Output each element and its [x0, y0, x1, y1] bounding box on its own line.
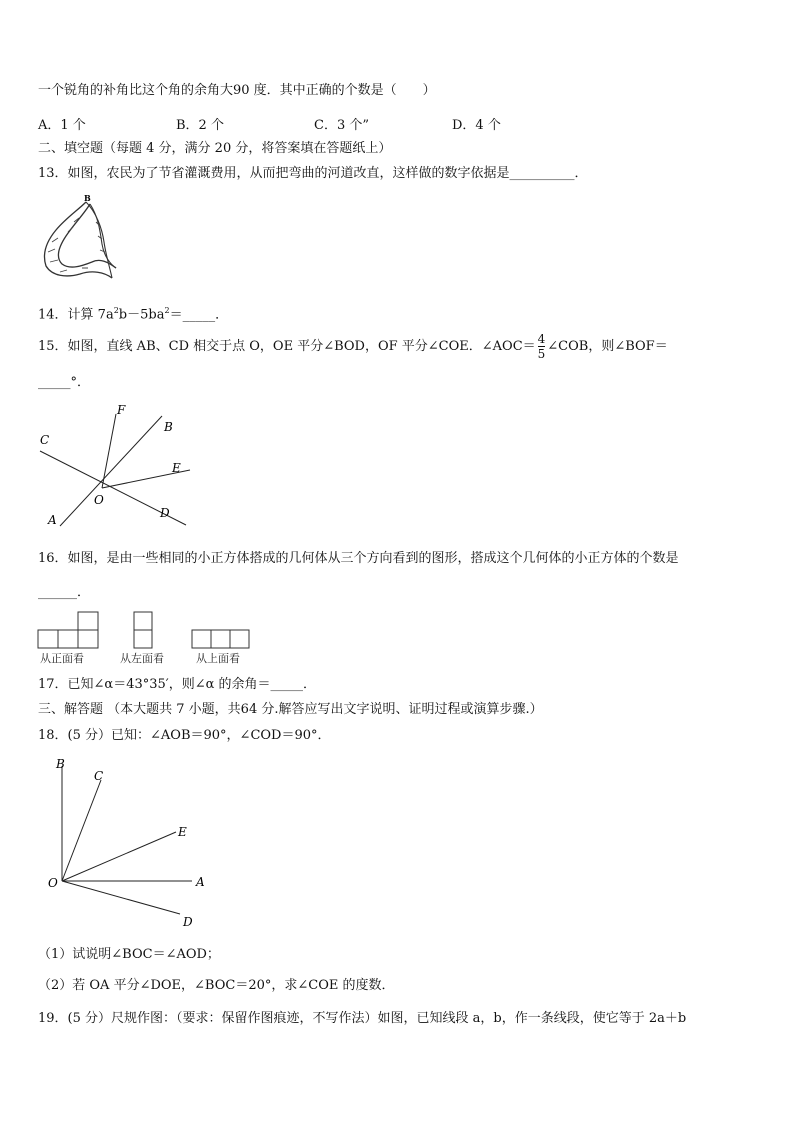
q15-label-e: E [172, 461, 181, 475]
q18-part-1: （1）试说明∠BOC＝∠AOD； [38, 947, 220, 962]
q15-label-d: D [160, 506, 170, 520]
q15-fraction-numerator: 4 [537, 331, 546, 346]
q15-label-o: O [94, 493, 104, 507]
q18-label-e: E [178, 825, 187, 839]
q15-text [38, 330, 668, 364]
q12-statement: 一个锐角的补角比这个角的余角大90 度．其中正确的个数是（ ） [38, 83, 436, 98]
q16-caption-top: 从上面看 [196, 652, 240, 665]
q15-intersecting-lines-figure [36, 400, 196, 540]
q14-text [38, 302, 228, 324]
q16-front-view [38, 612, 98, 648]
q18-label-b: B [56, 757, 65, 771]
q16-left-view [134, 612, 152, 648]
q15-label-f: F [117, 403, 126, 417]
q14-part-b: b－5ba [118, 307, 165, 323]
q14-part-a: 14．计算 7a [38, 307, 114, 323]
q16-top-view [192, 630, 249, 648]
q12-option-c: C．3 个” [314, 118, 369, 133]
q18-label-c: C [94, 769, 104, 783]
q13-text: 13．如图，农民为了节省灌溉费用，从而把弯曲的河道改直，这样做的数字依据是__________． [38, 166, 588, 181]
q16-text: 16．如图，是由一些相同的小正方体搭成的几何体从三个方向看到的图形，搭成这个几何体的小正方体的个数是 [38, 551, 679, 566]
q18-part-2: （2）若 OA 平分∠DOE，∠BOC＝20°，求∠COE 的度数． [38, 978, 395, 993]
q12-option-b: B．2 个 [176, 118, 224, 133]
q15-blank: _____°． [38, 375, 91, 390]
q15-part-b: ∠COB，则∠BOF＝ [547, 339, 668, 354]
q15-label-c: C [40, 433, 50, 447]
q16-three-views-figure [36, 608, 256, 670]
q15-label-a: A [48, 513, 57, 527]
q18-text: 18．(5 分）已知：∠AOB＝90°，∠COD＝90°． [38, 728, 331, 743]
q12-option-a: A．1 个 [38, 118, 86, 133]
q14-exp-1: 2 [113, 306, 119, 315]
q15-label-b: B [164, 420, 173, 434]
q18-label-d: D [183, 915, 193, 929]
q16-caption-left: 从左面看 [120, 652, 164, 665]
q18-label-o: O [48, 876, 58, 890]
q17-text: 17．已知∠α＝43°35′，则∠α 的余角＝_____． [38, 677, 317, 692]
q16-blank: ______． [38, 585, 91, 600]
q14-exp-2: 2 [164, 306, 170, 315]
q16-caption-front: 从正面看 [40, 652, 84, 665]
q15-part-a: 15．如图，直线 AB、CD 相交于点 O，OE 平分∠BOD，OF 平分∠COE．∠AOC＝ [38, 339, 536, 354]
section-3-heading: 三、解答题 （本大题共 7 小题，共64 分.解答应写出文字说明、证明过程或演算步骤.） [38, 702, 543, 717]
section-2-heading: 二、填空题（每题 4 分，满分 20 分，将答案填在答题纸上） [38, 141, 392, 156]
q13-label-b: B [84, 193, 91, 203]
q12-option-d: D．4 个 [452, 118, 501, 133]
q19-text: 19．(5 分）尺规作图：（要求：保留作图痕迹，不写作法）如图，已知线段 a，b，作一条线段，使它等于 2a＋b [38, 1011, 687, 1026]
q18-label-a: A [196, 875, 205, 889]
q15-fraction-denominator: 5 [537, 346, 546, 361]
q14-part-c: ＝_____． [169, 307, 229, 323]
q15-fraction [538, 333, 546, 361]
q18-angles-figure [40, 752, 220, 932]
q13-river-sketch [38, 192, 120, 288]
